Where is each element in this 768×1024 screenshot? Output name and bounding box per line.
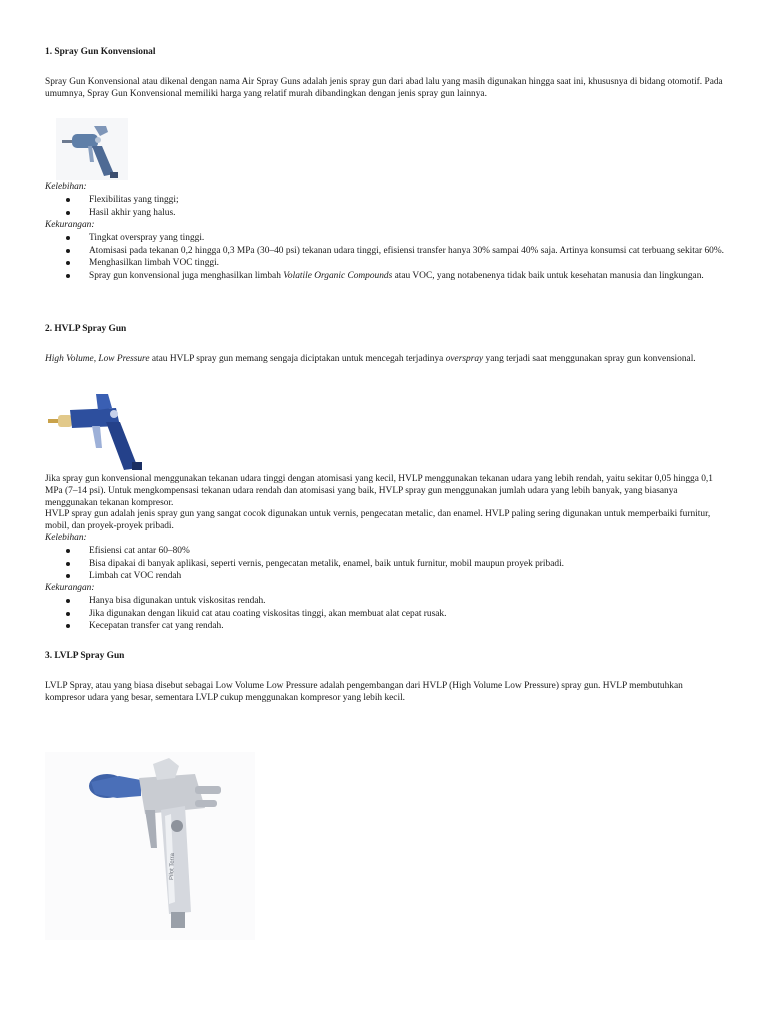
list-item: Hanya bisa digunakan untuk viskositas rendah.: [45, 595, 725, 607]
list-item: Kecepatan transfer cat yang rendah.: [45, 620, 725, 632]
bullet-icon: [66, 599, 70, 603]
list-item: Efisiensi cat antar 60–80%: [45, 545, 725, 557]
section-number: 1: [45, 47, 50, 57]
list-item: Flexibilitas yang tinggi;: [45, 194, 725, 206]
section-heading-1: 1. Spray Gun Konvensional: [45, 47, 156, 57]
bullet-icon: [66, 236, 70, 240]
pros-label-1: Kelebihan:: [45, 182, 87, 192]
pros-list-2: [45, 545, 725, 583]
section-intro-1: Spray Gun Konvensional atau dikenal dengan nama Air Spray Guns adalah jenis spray gun dari abad lalu yang masih digunakan hingga saat ini, khususnya di bidang otomotif. Pada umumnya, Spray Gun Konvensional memiliki harga yang relatif murah dibandingkan dengan jenis spray gun lainnya.: [45, 77, 723, 100]
cons-list-2: [45, 595, 725, 633]
list-item: Tingkat overspray yang tinggi.: [45, 232, 725, 244]
list-item: Spray gun konvensional juga menghasilkan limbah Volatile Organic Compounds atau VOC, yang notabenenya tidak baik untuk kesehatan manusia dan lingkungan.: [45, 270, 725, 282]
section-heading-2: 2. HVLP Spray Gun: [45, 324, 127, 334]
pros-label-2: Kelebihan:: [45, 533, 87, 543]
hvlp-spray-gun-image: [46, 392, 152, 472]
section-title: Spray Gun Konvensional: [54, 47, 156, 57]
list-item: Hasil akhir yang halus.: [45, 207, 725, 219]
bullet-icon: [66, 274, 70, 278]
list-item: Bisa dipakai di banyak aplikasi, seperti vernis, pengecatan metalik, enamel, baik untuk furnitur, mobil maupun proyek pribadi.: [45, 558, 725, 570]
section-title: HVLP Spray Gun: [54, 324, 127, 334]
bullet-icon: [66, 549, 70, 553]
section-title: LVLP Spray Gun: [54, 651, 125, 661]
bullet-icon: [66, 612, 70, 616]
conventional-spray-gun-image: [56, 118, 128, 180]
cons-list-1: [45, 232, 725, 283]
bullet-icon: [66, 211, 70, 215]
section-intro-2: High Volume, Low Pressure atau HVLP spray gun memang sengaja diciptakan untuk mencegah terjadinya overspray yang terjadi saat menggunakan spray gun konvensional.: [45, 354, 696, 364]
section-body-2b: HVLP spray gun adalah jenis spray gun yang sangat cocok digunakan untuk vernis, pengecatan metalic, dan enamel. HVLP paling sering digunakan untuk memperbaiki furnitur, mobil, dan proyek-proyek pribadi.: [45, 509, 711, 532]
list-item: Jika digunakan dengan likuid cat atau coating viskositas tinggi, akan membuat alat cepat rusak.: [45, 608, 725, 620]
lvlp-spray-gun-image: [45, 752, 255, 940]
bullet-icon: [66, 624, 70, 628]
bullet-icon: [66, 198, 70, 202]
list-item: Menghasilkan limbah VOC tinggi.: [45, 257, 725, 269]
bullet-icon: [66, 574, 70, 578]
section-number: 3: [45, 651, 50, 661]
list-item: Atomisasi pada tekanan 0,2 hingga 0,3 MPa (30–40 psi) tekanan udara tinggi, efisiensi transfer hanya 30% sampai 40% saja. Artinya konsumsi cat terbuang sekitar 60%.: [45, 245, 725, 257]
cons-label-2: Kekurangan:: [45, 583, 95, 593]
bullet-icon: [66, 562, 70, 566]
section-number: 2: [45, 324, 50, 334]
bullet-icon: [66, 249, 70, 253]
list-item: Limbah cat VOC rendah: [45, 570, 725, 582]
pros-list-1: [45, 194, 725, 219]
cons-label-1: Kekurangan:: [45, 220, 95, 230]
gun-brand-text: Pilot Terra: [169, 852, 176, 881]
section-intro-3: LVLP Spray, atau yang biasa disebut sebagai Low Volume Low Pressure adalah pengembangan dari HVLP (High Volume Low Pressure) spray gun. HVLP membutuhkan kompresor udara yang besar, sementara LVLP cukup menggunakan kompresor yang lebih kecil.: [45, 681, 683, 704]
section-heading-3: 3. LVLP Spray Gun: [45, 651, 125, 661]
section-body-2a: Jika spray gun konvensional menggunakan tekanan udara tinggi dengan atomisasi yang kecil, HVLP menggunakan tekanan udara yang lebih rendah, yaitu sekitar 0,05 hingga 0,1 MPa (7–14 psi). Untuk mengkompensasi tekanan udara rendah dan atomisasi yang baik, HVLP spray gun menggunakan jumlah udara yang lebih banyak, yang biasanya menggunakan tekanan kompresor.: [45, 474, 713, 509]
bullet-icon: [66, 261, 70, 265]
